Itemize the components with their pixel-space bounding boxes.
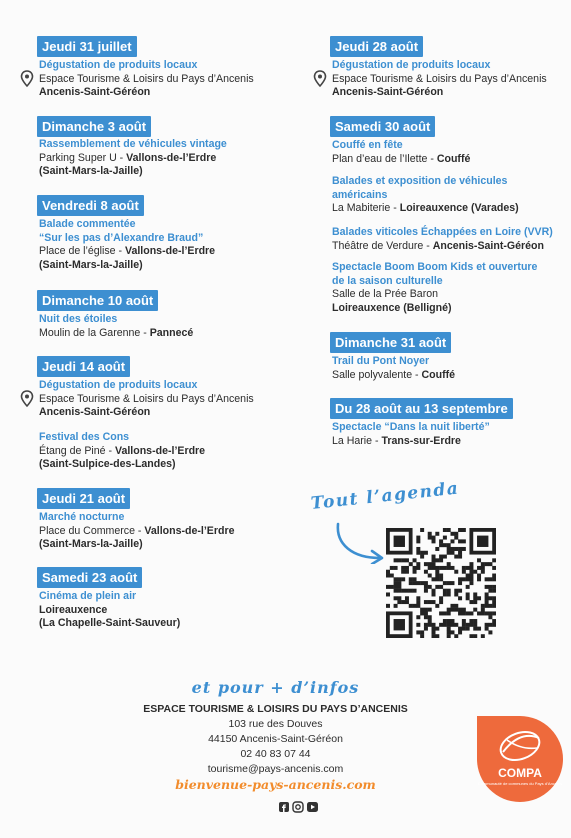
event-town: Pannecé bbox=[149, 326, 194, 339]
event-location-line bbox=[39, 458, 205, 472]
contact-address: 103 rue des Douves bbox=[228, 718, 323, 730]
event-town: Trans-sur-Erdre bbox=[381, 434, 461, 447]
event-place: Moulin de la Garenne - bbox=[39, 326, 150, 339]
event-item bbox=[39, 511, 234, 552]
event-location-line bbox=[332, 240, 553, 254]
event-date-badge: Dimanche 31 août bbox=[330, 332, 451, 353]
event-item bbox=[39, 379, 254, 420]
event-town: Couffé bbox=[421, 368, 456, 381]
event-town: Loireauxence (Varades) bbox=[399, 202, 519, 214]
event-place: Espace Tourisme & Loisirs du Pays d’Ancenis bbox=[39, 72, 254, 85]
event-location-line bbox=[39, 525, 234, 539]
event-location-line bbox=[39, 152, 227, 166]
event-place: Plan d’eau de l’Ilette - bbox=[332, 152, 437, 165]
event-location-line bbox=[332, 302, 537, 316]
event-place: Espace Tourisme & Loisirs du Pays d’Ancenis bbox=[332, 72, 547, 85]
event-location-line bbox=[332, 73, 547, 87]
event-location-line bbox=[39, 165, 227, 179]
event-date-badge: Jeudi 31 juillet bbox=[37, 36, 137, 57]
event-location-line bbox=[332, 435, 490, 449]
event-item bbox=[39, 590, 180, 631]
event-title: Balade commentée bbox=[39, 218, 136, 230]
event-place: La Harie - bbox=[332, 434, 382, 447]
youtube-icon[interactable] bbox=[307, 802, 318, 812]
event-location-line bbox=[39, 73, 254, 87]
event-date-badge: Samedi 23 août bbox=[37, 567, 142, 588]
event-item bbox=[332, 226, 553, 253]
event-item bbox=[332, 421, 490, 448]
event-town: Vallons-de-l’Erdre bbox=[126, 151, 217, 164]
event-item bbox=[39, 431, 205, 472]
event-title: Dégustation de produits locaux bbox=[39, 59, 198, 71]
event-title: Trail du Pont Noyer bbox=[332, 355, 430, 367]
event-location-line bbox=[39, 327, 193, 341]
event-title: Balades et exposition de véhicules bbox=[332, 175, 508, 187]
event-town: Vallons-de-l’Erdre bbox=[144, 524, 235, 537]
contact-website[interactable]: bienvenue-pays-ancenis.com bbox=[175, 777, 376, 792]
event-title: Couffé en fête bbox=[332, 139, 403, 151]
facebook-icon[interactable] bbox=[279, 802, 289, 812]
event-date-badge: Samedi 30 août bbox=[330, 116, 435, 137]
location-pin-icon bbox=[20, 70, 34, 88]
contact-email[interactable]: tourisme@pays-ancenis.com bbox=[207, 763, 344, 775]
event-date-badge: Dimanche 3 août bbox=[37, 116, 151, 137]
event-date-badge: Jeudi 14 août bbox=[37, 356, 130, 377]
event-town: (Saint-Mars-la-Jaille) bbox=[39, 258, 143, 271]
event-place: Place du Commerce - bbox=[39, 524, 145, 537]
event-title: Balades viticoles Échappées en Loire (VVR) bbox=[332, 226, 553, 238]
event-town: (Saint-Mars-la-Jaille) bbox=[39, 165, 143, 177]
event-town: Vallons-de-l’Erdre bbox=[114, 444, 206, 457]
event-item bbox=[332, 139, 470, 166]
event-item bbox=[332, 59, 547, 100]
event-item bbox=[39, 218, 215, 272]
event-title: Nuit des étoiles bbox=[39, 313, 118, 325]
event-item bbox=[39, 59, 254, 100]
event-location-line bbox=[39, 445, 205, 459]
event-place: Salle de la Prée Baron bbox=[332, 288, 439, 300]
contact-phone[interactable]: 02 40 83 07 44 bbox=[240, 748, 311, 760]
event-title-cont: américains bbox=[332, 188, 388, 201]
event-location-line bbox=[39, 538, 234, 552]
event-title: Dégustation de produits locaux bbox=[332, 59, 491, 71]
event-location-line bbox=[39, 245, 215, 259]
event-place: Parking Super U - bbox=[39, 151, 127, 164]
instagram-icon[interactable] bbox=[293, 802, 303, 812]
contact-org: ESPACE TOURISME & LOISIRS DU PAYS D’ANCENIS bbox=[143, 703, 408, 715]
event-place: Théâtre de Verdure - bbox=[332, 239, 433, 252]
event-place: Salle polyvalente - bbox=[332, 368, 422, 381]
event-location-line bbox=[332, 86, 547, 100]
event-place: La Mabiterie - bbox=[332, 202, 400, 214]
event-date-badge: Jeudi 21 août bbox=[37, 488, 130, 509]
event-town: (Saint-Mars-la-Jaille) bbox=[39, 538, 143, 550]
event-title: Cinéma de plein air bbox=[39, 590, 137, 602]
event-title: Festival des Cons bbox=[39, 431, 130, 443]
qr-code[interactable] bbox=[386, 528, 496, 638]
event-item bbox=[39, 313, 193, 340]
event-location-line bbox=[39, 393, 254, 407]
event-title-cont: de la saison culturelle bbox=[332, 274, 443, 287]
event-location-line bbox=[332, 202, 519, 216]
event-location-line bbox=[39, 406, 254, 420]
event-item bbox=[332, 261, 537, 315]
event-town: (La Chapelle-Saint-Sauveur) bbox=[39, 617, 181, 629]
event-town: Loireauxence bbox=[39, 603, 108, 616]
event-town: Ancenis-Saint-Géréon bbox=[39, 406, 151, 418]
event-town: Vallons-de-l’Erdre bbox=[124, 245, 216, 257]
event-town: Ancenis-Saint-Géréon bbox=[39, 86, 151, 98]
event-town: Couffé bbox=[436, 152, 471, 165]
compa-name: COMPA bbox=[498, 766, 542, 780]
event-location-line bbox=[332, 369, 455, 383]
location-pin-icon bbox=[20, 390, 34, 408]
event-date-badge: Dimanche 10 août bbox=[37, 290, 158, 311]
event-title-cont: “Sur les pas d’Alexandre Braud” bbox=[39, 231, 204, 244]
curved-arrow-icon bbox=[334, 520, 388, 564]
event-town: Ancenis-Saint-Géréon bbox=[432, 239, 544, 252]
event-location-line bbox=[39, 604, 180, 618]
event-town: (Saint-Sulpice-des-Landes) bbox=[39, 458, 176, 470]
event-title: Spectacle Boom Boom Kids et ouverture bbox=[332, 261, 538, 273]
event-town: Loireauxence (Belligné) bbox=[332, 301, 452, 314]
event-place: Place de l’église - bbox=[39, 245, 125, 257]
event-date-badge: Vendredi 8 août bbox=[37, 195, 144, 216]
event-location-line bbox=[39, 617, 180, 631]
event-date-badge: Du 28 août au 13 septembre bbox=[330, 398, 513, 419]
event-title: Dégustation de produits locaux bbox=[39, 379, 198, 391]
event-town: Ancenis-Saint-Géréon bbox=[332, 86, 444, 98]
event-title: Marché nocturne bbox=[39, 511, 125, 523]
infos-title: et pour + d’infos bbox=[191, 678, 360, 697]
event-item bbox=[332, 355, 455, 382]
event-title: Rassemblement de véhicules vintage bbox=[39, 138, 227, 150]
event-location-line bbox=[39, 86, 254, 100]
contact-city: 44150 Ancenis-Saint-Géréon bbox=[208, 733, 343, 745]
event-date-badge: Jeudi 28 août bbox=[330, 36, 423, 57]
event-location-line bbox=[332, 288, 537, 302]
event-location-line bbox=[39, 259, 215, 273]
event-place: Espace Tourisme & Loisirs du Pays d’Ancenis bbox=[39, 392, 254, 405]
event-place: Étang de Piné - bbox=[39, 444, 115, 457]
event-item bbox=[39, 138, 227, 179]
agenda-label: Tout l’agenda bbox=[309, 478, 461, 514]
location-pin-icon bbox=[313, 70, 327, 88]
event-location-line bbox=[332, 153, 470, 167]
globe-logo-icon bbox=[477, 716, 563, 766]
event-item bbox=[332, 175, 519, 216]
compa-subtitle: Communauté de communes du Pays d’Ancenis bbox=[477, 781, 563, 786]
social-icons bbox=[279, 801, 319, 813]
event-title: Spectacle “Dans la nuit liberté” bbox=[332, 421, 490, 433]
compa-logo bbox=[477, 716, 563, 802]
